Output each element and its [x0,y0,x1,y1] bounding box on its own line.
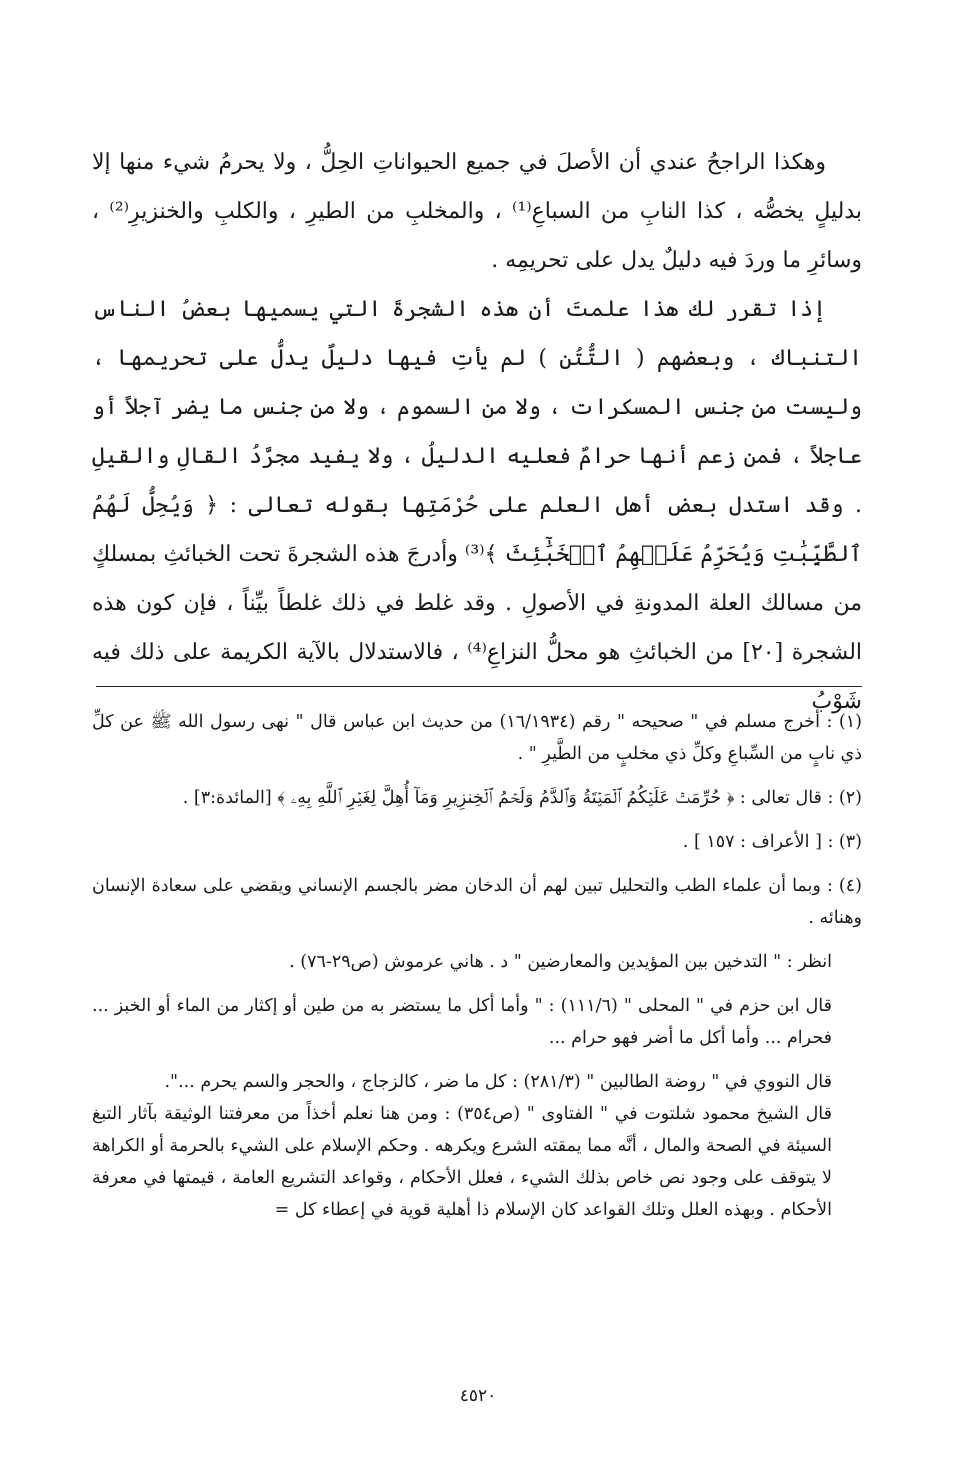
footnote-4: (٤) : وبما أن علماء الطب والتحليل تبين لهم أن الدخان مضر بالجسم الإنساني ويقضي على سعادة الإنسان وهنائه . [92,876,862,928]
paragraph-1: وهكذا الراجحُ عندي أن الأصلَ في جميع الحيواناتِ الحِلُّ ، ولا يحرمُ شيء منها إلا بدليلٍ يخصُّه ، كذا النابِ من السباعِ⁽¹⁾ ، والمخلبِ من الطيرِ ، والكلبِ والخنزيرِ⁽²⁾ ، وسائرِ ما وردَ فيه دليلٌ يدل على تحريمِه . [92,150,863,273]
footnote-4-reference-4: قال الشيخ محمود شلتوت في " الفتاوى " (ص٣٥٤) : ومن هنا نعلم أخذاً من معرفتنا الوثيقة بآثار التبغ السيئة في الصحة والمال ، أنَّه مما يمقته الشرع ويكرهه . وحكم الإسلام على الشيء بالحرمة أو الكراهة لا يتوقف على وجود نص خاص بذلك الشيء ، فعلل الأحكام ، وقواعد التشريع العامة ، قيمتها في معرفة الأحكام . وبهذه العلل وتلك القواعد كان الإسلام ذا أهلية قوية في إعطاء كل = [92,1104,833,1220]
footnote-4-reference-2: قال ابن حزم في " المحلى " (١١١/٦) : " وأما أكل ما يستضر به من طين أو إكثار من الماء أو الخبز ... فحرام ... وأما أكل ما أضر فهو حرام ... [92,996,832,1048]
footnote-1: (١) : أخرج مسلم في " صحيحه " رقم (١٦/١٩٣٤) من حديث ابن عباس قال " نهى رسول الله ﷺ عن كلِّ ذي نابٍ من السِّباعِ وكلِّ ذي مخلبٍ من الطَّيرِ " . [92,712,862,764]
page-number: ٤٥٢٠ [459,1386,497,1406]
footnote-3: (٣) : [ الأعراف : ١٥٧ ] . [682,832,862,852]
footnote-2: (٢) : قال تعالى : ﴿ حُرِّمَتۡ عَلَيۡكُمُ ٱلۡمَيۡتَةُ وَٱلدَّمُ وَلَحۡمُ ٱلۡخِنزِيرِ وَمَآ أُهِلَّ لِغَيۡرِ ٱللَّهِ بِهِۦ ﴾ [المائدة:٣] . [182,788,862,808]
paragraph-2: إذا تقرر لك هذا علمتَ أن هذه الشجرةَ التي يسميها بعضُ الناس التنباك ، وبعضهم ( التُّتُن ) لم يأتِ فيها دليلٌ يدلُّ على تحريمها ، وليست من جنس المسكرات ، ولا من السموم ، ولا من جنس ما يضر آجلاً أو عاجلاً ، فمن زعم أنها حرامٌ فعليه الدليلُ ، ولا يفيد مجرَّدُ القالِ والقيلِ . وقد استدل بعض أهل العلم على حُرْمَتِها بقوله تعالى : ﴿ وَيُحِلُّ لَهُمُ ٱلطَّيِّبَٰتِ وَيُحَرِّمُ عَلَيۡهِمُ ٱلۡخَبَٰٓئِثَ ﴾⁽³⁾ وأدرجَ هذه الشجرةَ تحت الخبائثِ بمسلكٍ من مسالك العلة المدونةِ في الأصولِ . وقد غلط في ذلك غلطاً بيِّناً ، فإن كون هذه الشجرة [٢٠] من الخبائثِ هو محلُّ النزاعِ⁽⁴⁾ ، فالاستدلال بالآية الكريمة على ذلك فيه شَوْبُ [92,297,863,714]
footnote-4-reference-3: قال النووي في " روضة الطالبين " (٢٨١/٣) : كل ما ضر ، كالزجاج ، والحجر والسم يحرم ...". [164,1072,832,1092]
footnote-4-reference-1: انظر : " التدخين بين المؤيدين والمعارضين " د . هاني عرموش (ص٢٩-٧٦) . [289,952,832,972]
footnote-divider [96,686,862,687]
footnotes-section [92,706,862,1226]
main-body [92,138,862,726]
